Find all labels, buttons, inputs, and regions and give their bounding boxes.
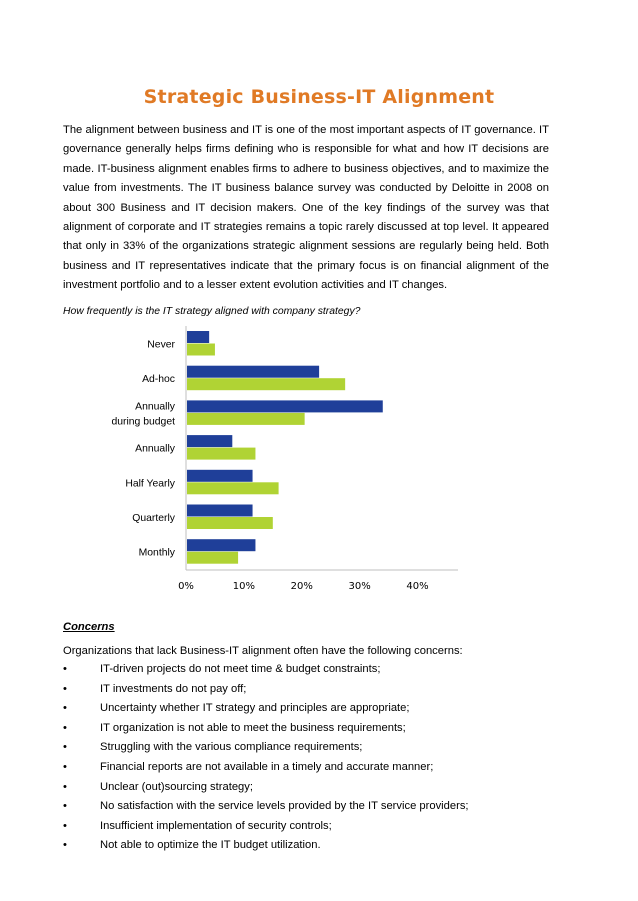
bar-monthly-series-2 bbox=[187, 552, 238, 564]
x-tick-label: 0% bbox=[178, 581, 194, 592]
bar-never-series-1 bbox=[187, 331, 209, 343]
intro-paragraph: The alignment between business and IT is one of the most important aspects of IT governance. IT governance generally helps firms defining who is responsible for what and how IT decisions are made. IT-business alignment enables firms to adhere to business objectives, and to maximize the value from investments. The IT business balance survey was conducted by Deloitte in 2008 on about 300 Business and IT decision makers. One of the key findings of the survey was that alignment of corporate and IT strategies remains a topic rarely discussed at top level. It appeared that only in 33% of the organizations strategic alignment sessions are regularly being held. Both business and IT representatives indicate that the primary focus is on financial alignment of the investment portfolio and to a lesser extent evolution activities and IT changes. bbox=[63, 124, 549, 292]
bar-chart bbox=[0, 322, 638, 602]
bullet: • bbox=[63, 702, 67, 715]
list-item-text: Not able to optimize the IT budget utilization. bbox=[100, 839, 321, 852]
list-item-text: Insufficient implementation of security controls; bbox=[100, 819, 332, 832]
bullet: • bbox=[63, 663, 67, 675]
category-label: Annually bbox=[135, 443, 175, 455]
category-label: Monthly bbox=[138, 547, 175, 559]
concerns-intro: Organizations that lack Business-IT alignment often have the following concerns: bbox=[63, 645, 463, 657]
list-item-text: Financial reports are not available in a timely and accurate manner; bbox=[100, 760, 434, 773]
category-label: Ad-hoc bbox=[142, 374, 175, 386]
bar-half-yearly-series-2 bbox=[187, 482, 279, 494]
bar-annually-series-2 bbox=[187, 448, 255, 460]
bullet: • bbox=[63, 780, 67, 793]
page-title: Strategic Business-IT Alignment bbox=[143, 86, 495, 108]
category-label: during budget bbox=[111, 416, 175, 428]
list-item-text: IT organization is not able to meet the business requirements; bbox=[100, 721, 406, 734]
x-tick-label: 10% bbox=[232, 581, 255, 592]
bullet: • bbox=[63, 800, 67, 813]
bar-quarterly-series-1 bbox=[187, 505, 253, 517]
bullet: • bbox=[63, 682, 67, 695]
bullet: • bbox=[63, 839, 67, 852]
bullet: • bbox=[63, 819, 67, 832]
bar-never-series-2 bbox=[187, 344, 215, 356]
category-label: Never bbox=[147, 339, 175, 351]
bullet: • bbox=[63, 760, 67, 773]
bar-monthly-series-1 bbox=[187, 539, 255, 551]
x-tick-label: 20% bbox=[290, 581, 313, 592]
bar-quarterly-series-2 bbox=[187, 517, 273, 529]
list-item-text: IT-driven projects do not meet time & budget constraints; bbox=[100, 663, 381, 675]
x-tick-label: 30% bbox=[348, 581, 371, 592]
bar-ad-hoc-series-2 bbox=[187, 378, 345, 390]
bar-annually-during-budget-series-1 bbox=[187, 400, 383, 412]
bar-half-yearly-series-1 bbox=[187, 470, 253, 482]
bullet: • bbox=[63, 721, 67, 734]
x-tick-label: 40% bbox=[406, 581, 429, 592]
chart-question: How frequently is the IT strategy aligned with company strategy? bbox=[63, 306, 361, 317]
list-item-text: IT investments do not pay off; bbox=[100, 682, 247, 695]
bar-ad-hoc-series-1 bbox=[187, 366, 319, 378]
list-item-text: No satisfaction with the service levels provided by the IT service providers; bbox=[100, 800, 469, 813]
list-item-text: Struggling with the various compliance requirements; bbox=[100, 741, 363, 754]
concerns-heading: Concerns bbox=[63, 621, 115, 633]
bullet: • bbox=[63, 741, 67, 754]
category-label: Half Yearly bbox=[125, 478, 175, 490]
bar-annually-series-1 bbox=[187, 435, 232, 447]
category-label: Quarterly bbox=[132, 513, 175, 524]
list-item-text: Uncertainty whether IT strategy and principles are appropriate; bbox=[100, 702, 410, 715]
bar-annually-during-budget-series-2 bbox=[187, 413, 305, 425]
category-label: Annually bbox=[135, 401, 175, 413]
list-item-text: Unclear (out)sourcing strategy; bbox=[100, 780, 253, 793]
